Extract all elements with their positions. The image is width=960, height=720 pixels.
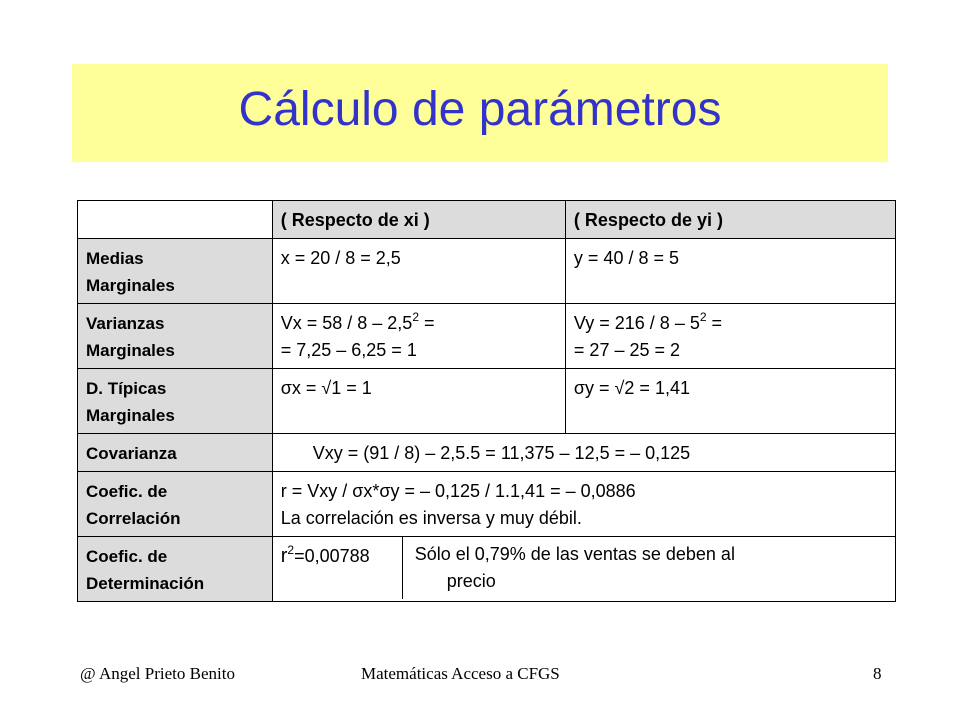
- formula-text: =: [706, 313, 723, 333]
- varianza-y-line2: = 27 – 25 = 2: [573, 340, 681, 360]
- cell-varianza-x: [272, 304, 565, 369]
- varianza-x-line1: [281, 310, 559, 337]
- parameters-table: [77, 200, 896, 602]
- cell-tipica-x: σx = √1 = 1: [272, 369, 565, 434]
- exponent: 2: [412, 310, 419, 324]
- determinacion-note: [403, 537, 895, 599]
- row-label-medias: [78, 239, 273, 304]
- formula-text: r: [280, 545, 288, 567]
- header-xi: ( Respecto de xi ): [272, 201, 565, 239]
- determinacion-split: [273, 537, 895, 599]
- note-line: Sólo el 0,79% de las ventas se deben al: [414, 544, 735, 564]
- formula-text: Vx = 58 / 8 – 2,5: [280, 313, 413, 333]
- note-line: precio: [446, 571, 496, 591]
- exponent: 2: [287, 543, 295, 557]
- footer-page-number: 8: [873, 664, 882, 683]
- cell-tipica-y: σy = √2 = 1,41: [565, 369, 895, 434]
- varianza-x-line2: = 7,25 – 6,25 = 1: [280, 340, 417, 360]
- row-label-line: Marginales: [86, 406, 175, 425]
- exponent: 2: [699, 310, 707, 324]
- row-label-line: Varianzas: [86, 314, 165, 333]
- row-label-line: Coefic. de: [86, 547, 168, 566]
- row-label-line: Correlación: [86, 509, 181, 528]
- row-label-correlacion: [78, 472, 273, 537]
- row-label-line: Coefic. de: [86, 482, 168, 501]
- row-label-varianzas: [78, 304, 273, 369]
- row-label-line: Medias: [86, 249, 144, 268]
- row-label-line: Marginales: [86, 276, 175, 295]
- formula-text: =: [419, 313, 435, 333]
- varianza-y-line1: [574, 310, 889, 337]
- cell-varianza-y: [565, 304, 895, 369]
- correlacion-note: La correlación es inversa y muy débil.: [280, 508, 582, 528]
- row-label-line: D. Típicas: [86, 379, 167, 398]
- cell-media-y: y = 40 / 8 = 5: [565, 239, 895, 304]
- row-label-tipicas: [78, 369, 273, 434]
- title-banner: [72, 64, 888, 162]
- formula-text: Vy = 216 / 8 – 5: [573, 313, 700, 333]
- cell-determinacion: [272, 537, 895, 602]
- footer-author: @ Angel Prieto Benito: [80, 664, 235, 683]
- table-row-determinacion: [78, 537, 896, 602]
- row-label-determinacion: [78, 537, 273, 602]
- table-header-row: [78, 201, 896, 239]
- row-label-line: Covarianza: [86, 444, 177, 463]
- correlacion-formula: r = Vxy / σx*σy = – 0,125 / 1.1,41 = – 0,0886: [280, 481, 636, 501]
- row-label-line: Determinación: [86, 574, 205, 593]
- table-row-correlacion: [78, 472, 896, 537]
- cell-media-x: x = 20 / 8 = 2,5: [272, 239, 565, 304]
- formula-text: =0,00788: [294, 546, 370, 566]
- row-label-line: Marginales: [86, 341, 175, 360]
- table-row-varianzas: [78, 304, 896, 369]
- table-row-covarianza: [78, 434, 896, 472]
- header-empty-cell: [78, 201, 273, 239]
- table-row-medias: [78, 239, 896, 304]
- row-label-covarianza: [78, 434, 273, 472]
- cell-covarianza: Vxy = (91 / 8) – 2,5.5 = 11,375 – 12,5 = – 0,125: [272, 434, 895, 472]
- table-row-tipicas: [78, 369, 896, 434]
- slide-title: Cálculo de parámetros: [238, 83, 722, 136]
- cell-correlacion: [272, 472, 895, 537]
- determinacion-value: [273, 537, 403, 599]
- footer-course: Matemáticas Acceso a CFGS: [361, 664, 560, 683]
- header-yi: ( Respecto de yi ): [565, 201, 895, 239]
